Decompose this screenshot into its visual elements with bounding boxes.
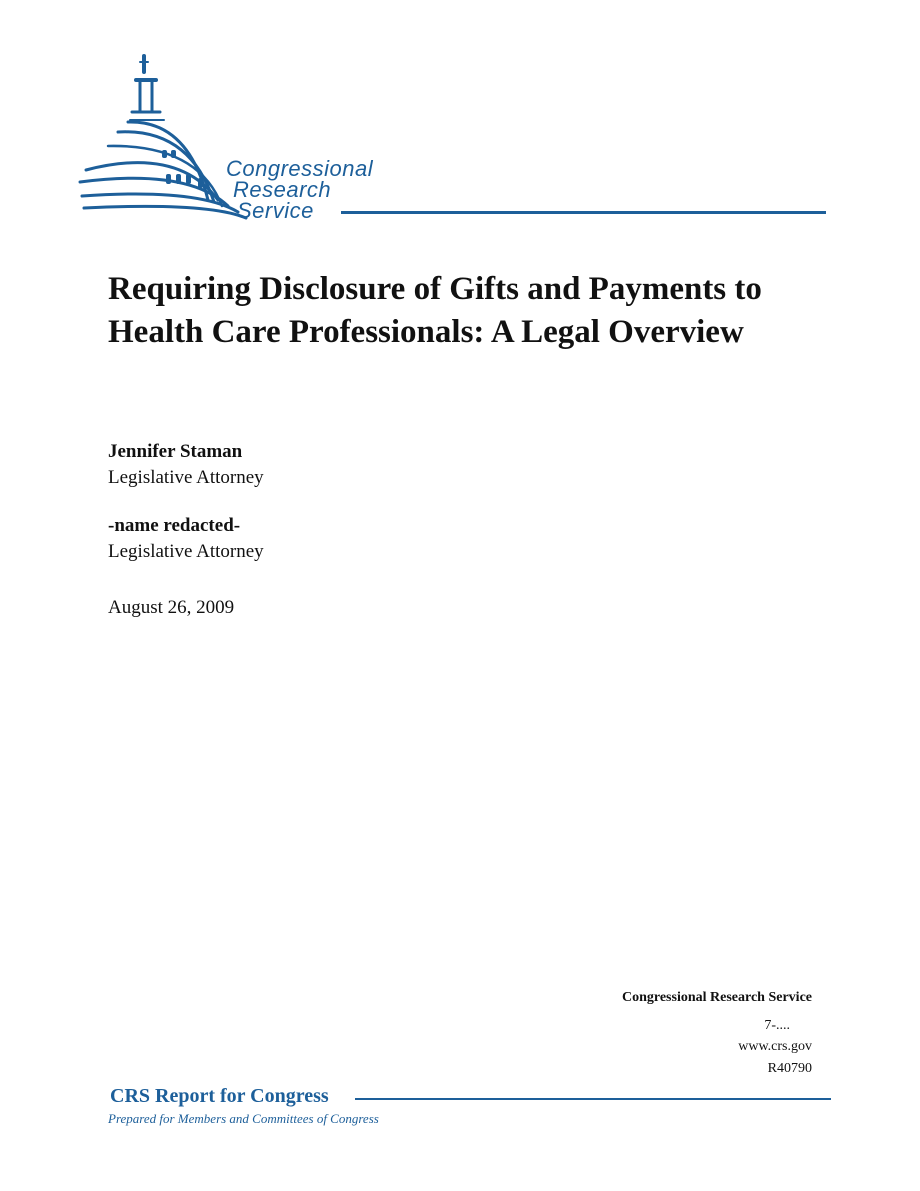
logo-text-research: Research	[233, 177, 332, 202]
report-date: August 26, 2009	[108, 597, 235, 618]
report-number: R40790	[767, 1061, 812, 1076]
author-name: Jennifer Staman	[108, 441, 243, 462]
crs-phone: 7-....	[764, 1018, 790, 1033]
author-name: -name redacted-	[108, 515, 241, 536]
footer-title: CRS Report for Congress	[110, 1085, 329, 1107]
capitol-dome-icon	[78, 50, 253, 222]
author-role: Legislative Attorney	[108, 541, 264, 562]
crs-website-link[interactable]: www.crs.gov	[738, 1039, 812, 1054]
logo-divider	[341, 211, 826, 214]
author-role: Legislative Attorney	[108, 467, 264, 488]
logo-text-service: Service	[237, 198, 314, 223]
logo-text-congressional: Congressional	[226, 156, 374, 181]
footer-divider	[355, 1098, 831, 1100]
report-title: Requiring Disclosure of Gifts and Payments to Health Care Professionals: A Legal Overview	[108, 271, 762, 350]
footer-subtitle: Prepared for Members and Committees of Congress	[108, 1111, 379, 1126]
crs-name: Congressional Research Service	[621, 990, 812, 1005]
